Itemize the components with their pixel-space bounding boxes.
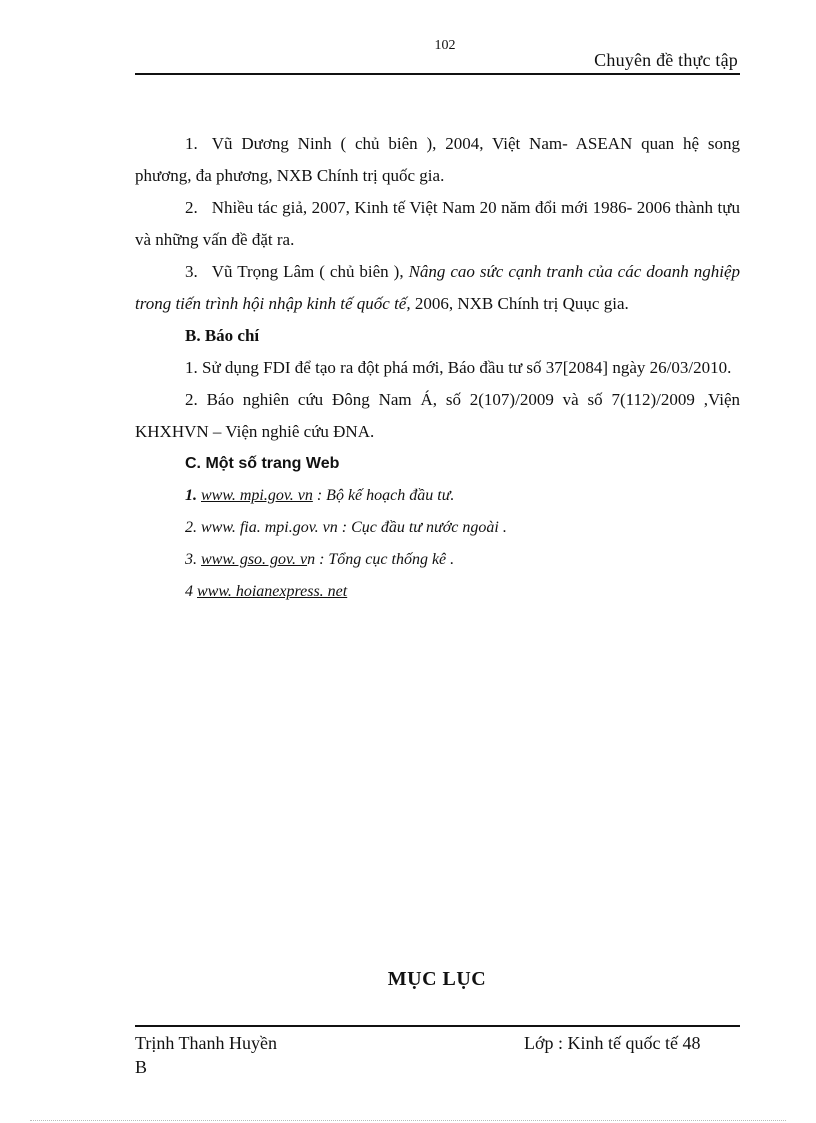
web-item-2: 2. www. fia. mpi.gov. vn : Cục đầu tư nước ngoài .	[185, 519, 507, 536]
web-item-desc: : Bộ kế hoạch đầu tư.	[312, 487, 455, 504]
reference-book-3	[135, 256, 740, 320]
reference-number: 2.	[185, 198, 198, 217]
reference-book-1	[135, 128, 740, 192]
footer-author-name: Trịnh Thanh Huyền	[135, 1033, 278, 1053]
web-link-gso[interactable]: www. gso. gov. v	[201, 551, 308, 568]
page-edge	[30, 1120, 786, 1121]
web-item-number: 3.	[185, 551, 201, 568]
section-heading-press: B. Báo chí	[185, 326, 260, 345]
web-link-hoianexpress[interactable]: www. hoianexpress. net	[197, 583, 348, 600]
web-item-4	[135, 576, 740, 608]
web-link-mpi[interactable]: www. mpi.gov. vn	[201, 487, 313, 504]
reference-text: Nhiều tác giả, 2007, Kinh tế Việt Nam 20 năm đổi mới 1986- 2006 thành tựu và những vấn đề đặt ra.	[135, 198, 740, 249]
toc-title: MỤC LỤC	[387, 968, 487, 990]
header-rule	[135, 73, 740, 75]
reference-number: 1.	[185, 134, 198, 153]
web-item-3	[135, 544, 740, 576]
web-item-1	[135, 480, 740, 512]
header-title: Chuyên đề thực tập	[594, 50, 738, 70]
footer-author-suffix: B	[135, 1057, 148, 1077]
footer-author	[135, 1031, 277, 1079]
reference-book-2	[135, 192, 740, 256]
page-number: 102	[434, 38, 456, 53]
content	[135, 128, 740, 608]
reference-text: Vũ Dương Ninh ( chủ biên ), 2004, Việt Nam- ASEAN quan hệ song phương, đa phương, NXB Chính trị quốc gia.	[135, 134, 740, 185]
web-item-number: 1.	[185, 487, 197, 504]
section-heading-web: C. Một số trang Web	[185, 455, 340, 472]
press-item-1: 1. Sử dụng FDI để tạo ra đột phá mới, Báo đầu tư số 37[2084] ngày 26/03/2010.	[185, 358, 732, 377]
reference-publisher: 2006, NXB Chính trị Quục gia.	[414, 294, 629, 313]
footer-rule	[135, 1025, 740, 1027]
footer-class: Lớp : Kinh tế quốc tế 48	[524, 1033, 701, 1053]
reference-number: 3.	[185, 262, 198, 281]
web-item-desc: n : Tổng cục thống kê .	[307, 551, 455, 568]
web-item-number: 4	[185, 583, 197, 600]
press-item-2: 2. Báo nghiên cứu Đông Nam Á, số 2(107)/2009 và số 7(112)/2009 ,Viện KHXHVN – Viện nghiê cứu ĐNA.	[135, 390, 740, 441]
reference-author: Vũ Trọng Lâm ( chủ biên ),	[211, 262, 404, 281]
reference-title: Nâng cao sức cạnh tranh của các doanh nghiệp trong tiến trình hội nhập kinh tế quốc tế,	[135, 262, 740, 313]
